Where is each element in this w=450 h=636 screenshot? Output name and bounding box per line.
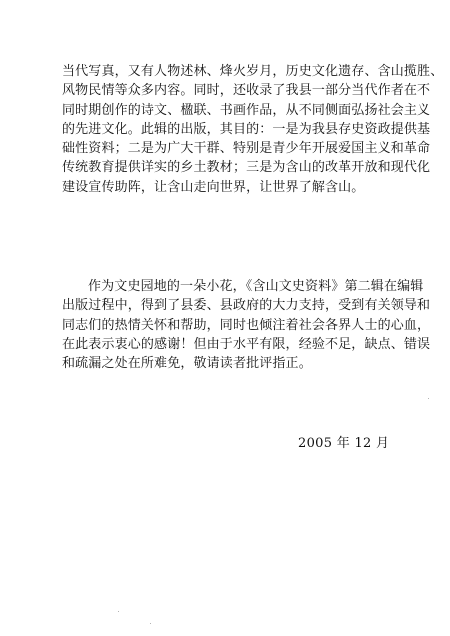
text-line: 作为文史园地的一朵小花，《含山文史资料》第二辑在编辑	[88, 279, 424, 294]
paragraph-2	[62, 277, 431, 373]
text-line: 础性资料；二是为广大干群、特别是青少年开展爱国主义和革命	[62, 141, 431, 157]
scan-speck	[118, 611, 119, 612]
date-signature: 2005 年 12 月	[298, 436, 390, 451]
text-line: 出版过程中，得到了县委、县政府的大力支持，受到有关领导和	[62, 298, 431, 314]
scan-speck	[150, 623, 151, 624]
text-line: 和疏漏之处在所难免，敬请读者批评指正。	[62, 356, 312, 372]
text-line: 当代写真，又有人物述林、烽火岁月，历史文化遗存、含山揽胜、	[62, 64, 444, 79]
text-line: 的先进文化。此辑的出版，其目的：一是为我县存史资政提供基	[62, 121, 431, 137]
text-line: 风物民情等众多内容。同时，还收录了我县一部分当代作者在不	[62, 83, 431, 99]
text-line: 同志们的热情关怀和帮助，同时也倾注着社会各界人士的心血，	[62, 317, 431, 333]
paragraph-1	[62, 62, 444, 197]
text-line: 同时期创作的诗文、楹联、书画作品，从不同侧面弘扬社会主义	[62, 102, 431, 118]
text-line: 建设宣传助阵，让含山走向世界，让世界了解含山。	[62, 179, 365, 195]
text-line: 传统教育提供详实的乡土教材；三是为含山的改革开放和现代化	[62, 160, 431, 176]
text-line: 在此表示衷心的感谢！但由于水平有限，经验不足，缺点、错误	[62, 336, 431, 352]
scan-speck	[428, 398, 429, 399]
